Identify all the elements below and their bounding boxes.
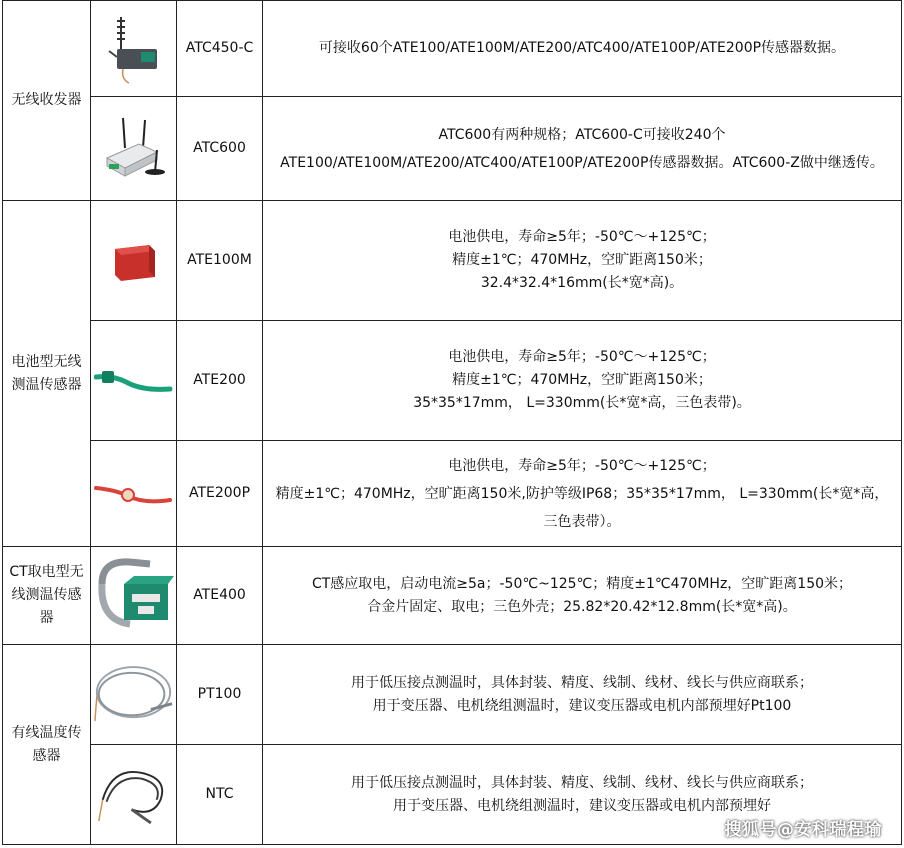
red-strap-sensor-image (93, 474, 174, 514)
ct-clamp-sensor-image (93, 554, 174, 638)
description-line: 用于低压接点测温时，具体封装、精度、线制、线材、线长与供应商联系； (351, 674, 813, 691)
model-label: ATE100M (187, 252, 252, 268)
model-cell (177, 1, 263, 97)
image-cell (91, 745, 177, 845)
description-line: 用于低压接点测温时，具体封装、精度、线制、线材、线长与供应商联系； (351, 774, 813, 791)
category-label: 电池型无线测温传感器 (11, 353, 82, 393)
table-row (3, 645, 902, 745)
image-cell (91, 1, 177, 97)
ntc-cable-image (93, 760, 174, 830)
model-label: ATE200 (193, 372, 246, 388)
table-row (3, 441, 902, 547)
product-spec-table (2, 0, 902, 845)
description-line: 用于变压器、电机绕组测温时，建议变压器或电机内部预埋好Pt100 (372, 697, 792, 714)
model-cell (177, 441, 263, 547)
description-line: 电池供电，寿命≥5年；-50℃～+125℃； (448, 457, 716, 474)
category-cell (3, 645, 91, 845)
category-cell (3, 201, 91, 547)
category-cell (3, 547, 91, 645)
image-cell (91, 97, 177, 201)
description-cell (263, 321, 902, 441)
description-cell (263, 547, 902, 645)
description-line: 精度±1℃；470MHz，空旷距离150米； (452, 252, 712, 268)
description-cell (263, 201, 902, 321)
green-strap-sensor-image (93, 361, 174, 401)
description-line: 35*35*17mm， L=330mm(长*宽*高，三色表带)。 (413, 395, 751, 411)
red-box-sensor-image (93, 239, 174, 283)
description-cell (263, 645, 902, 745)
description-line: 用于变压器、电机绕组测温时，建议变压器或电机内部预埋好 (393, 797, 771, 814)
description-line: 三色表带）。 (543, 513, 621, 530)
model-label: ATC600 (193, 140, 246, 156)
model-cell (177, 201, 263, 321)
model-label: ATE400 (193, 587, 246, 603)
watermark: 搜狐号@安科瑞程瑜 (724, 820, 882, 840)
model-label: ATE200P (188, 485, 251, 501)
table-row (3, 201, 902, 321)
description-line: ATC600有两种规格；ATC600-C可接收240个 (438, 126, 726, 143)
pt100-cable-image (93, 660, 174, 730)
table-row (3, 97, 902, 201)
description-line: 32.4*32.4*16mm(长*宽*高)。 (480, 275, 684, 291)
gateway-antenna-image (93, 11, 174, 87)
category-cell (3, 1, 91, 201)
description-line: 精度±1℃；470MHz，空旷距离150米； (452, 372, 712, 388)
description-line: ATE100/ATE100M/ATE200/ATC400/ATE100P/ATE200P传感器数据。ATC600-Z做中继透传。 (280, 154, 884, 171)
model-cell (177, 745, 263, 845)
category-label: CT取电型无线测温传感器 (9, 564, 84, 626)
image-cell (91, 321, 177, 441)
description-cell (263, 441, 902, 547)
model-cell (177, 321, 263, 441)
receiver-antenna-image (93, 114, 174, 184)
description-cell (263, 1, 902, 97)
description-line: 电池供电，寿命≥5年；-50℃～+125℃； (448, 229, 716, 245)
category-label: 无线收发器 (11, 92, 82, 108)
image-cell (91, 201, 177, 321)
model-cell (177, 645, 263, 745)
model-label: PT100 (197, 686, 242, 702)
description-line: CT感应取电，启动电流≥5a；-50℃~125℃；精度±1℃470MHz，空旷距离150米； (311, 575, 853, 592)
table-row (3, 321, 902, 441)
image-cell (91, 441, 177, 547)
model-label: ATC450-C (185, 40, 254, 56)
description-line: 合金片固定、取电；三色外壳；25.82*20.42*12.8mm(长*宽*高)。 (367, 598, 797, 615)
category-label: 有线温度传感器 (11, 724, 82, 764)
description-line: 电池供电，寿命≥5年；-50℃～+125℃； (448, 349, 716, 365)
model-label: NTC (205, 786, 234, 802)
image-cell (91, 547, 177, 645)
description-line: 可接收60个ATE100/ATE100M/ATE200/ATC400/ATE100P/ATE200P传感器数据。 (318, 40, 846, 56)
description-line: 精度±1℃；470MHz，空旷距离150米,防护等级IP68；35*35*17mm， L=330mm(长*宽*高， (275, 485, 889, 502)
table-row (3, 1, 902, 97)
model-cell (177, 97, 263, 201)
table-row (3, 547, 902, 645)
model-cell (177, 547, 263, 645)
description-cell (263, 97, 902, 201)
image-cell (91, 645, 177, 745)
